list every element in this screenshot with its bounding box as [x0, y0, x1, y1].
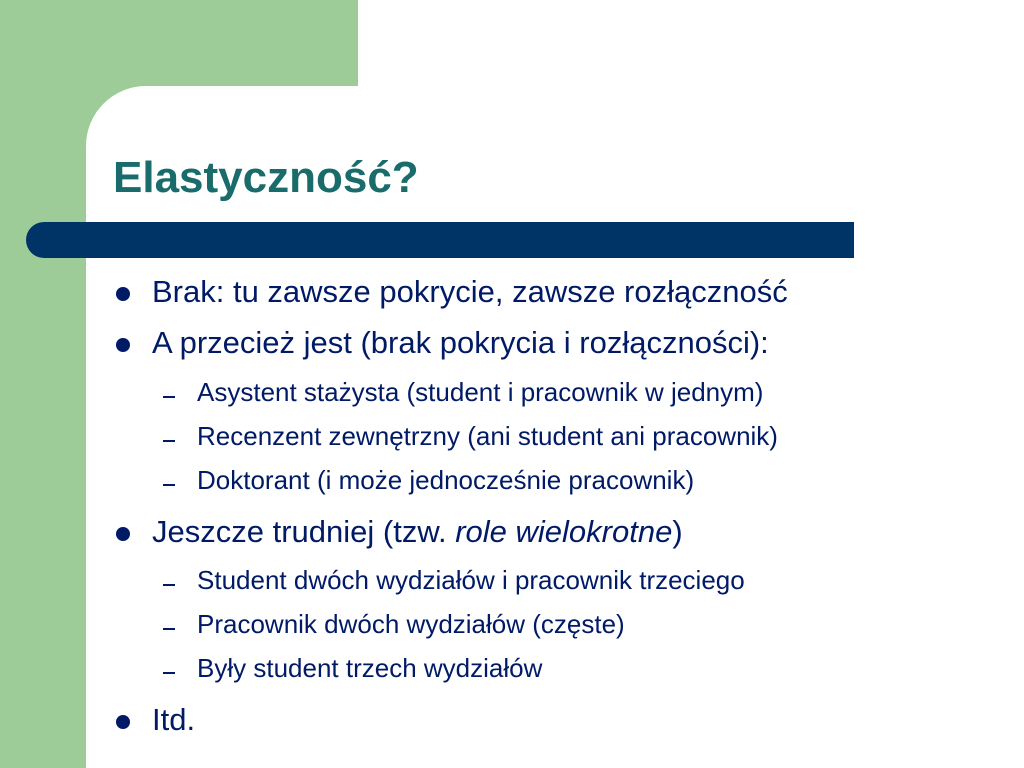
- bullet-dot: [116, 287, 130, 301]
- bullet-dot: [116, 715, 130, 729]
- sub-bullet-dash: [163, 672, 175, 674]
- sub-bullet-item: Student dwóch wydziałów i pracownik trzeciego: [197, 565, 745, 595]
- bullet-item: A przecież jest (brak pokrycia i rozłączności):: [152, 325, 769, 360]
- sub-bullet-dash: [163, 396, 175, 398]
- sub-bullet-item: Doktorant (i może jednocześnie pracownik): [197, 465, 695, 495]
- sub-bullet-item: Recenzent zewnętrzny (ani student ani pracownik): [197, 421, 778, 451]
- bullet-dot: [116, 338, 130, 352]
- bullet-text-before: Jeszcze trudniej (tzw.: [152, 514, 456, 549]
- sub-bullet-dash: [163, 484, 175, 486]
- bullet-item: Itd.: [152, 702, 196, 737]
- sub-bullet-dash: [163, 440, 175, 442]
- sub-bullet-item: Asystent stażysta (student i pracownik w jednym): [197, 377, 764, 407]
- sub-bullet-dash: [163, 584, 175, 586]
- bullet-item: [152, 512, 683, 552]
- bullet-text-emphasis: role wielokrotne: [455, 514, 673, 549]
- sub-bullet-item: Pracownik dwóch wydziałów (częste): [197, 609, 625, 639]
- bullet-dot: [116, 527, 130, 541]
- bullet-item: Brak: tu zawsze pokrycie, zawsze rozłączność: [152, 274, 788, 309]
- slide-title: Elastyczność?: [113, 153, 419, 202]
- sub-bullet-item: Były student trzech wydziałów: [197, 653, 543, 683]
- bullet-text-after: ): [672, 514, 683, 549]
- sub-bullet-dash: [163, 628, 175, 630]
